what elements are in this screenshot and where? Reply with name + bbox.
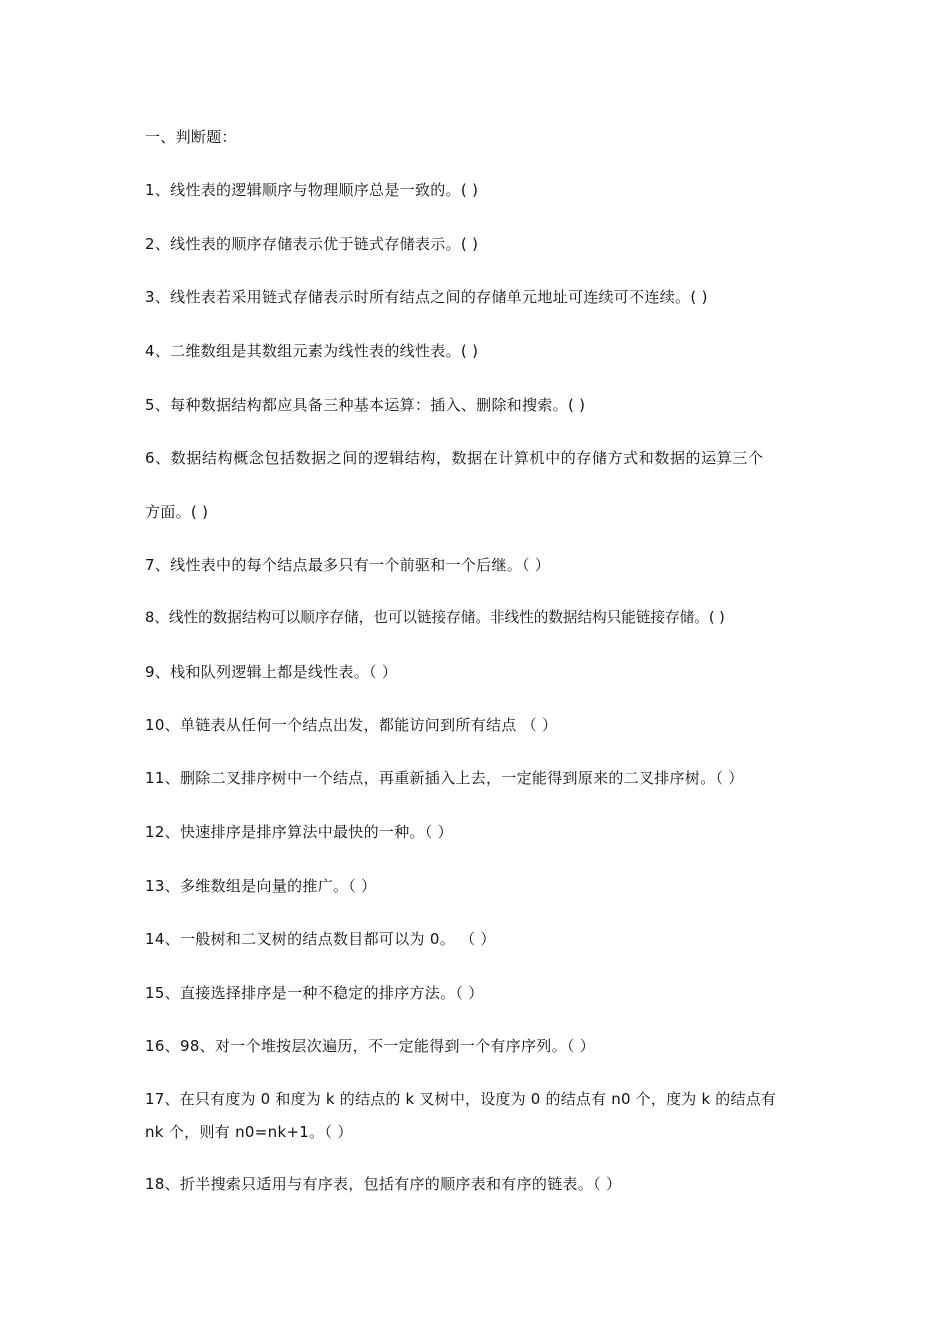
question-4: 4、二维数组是其数组元素为线性表的线性表。( ) xyxy=(145,342,479,360)
question-6-line-2: 方面。( ) xyxy=(145,503,209,521)
question-18: 18、折半搜索只适用与有序表，包括有序的顺序表和有序的链表。（ ） xyxy=(145,1175,622,1193)
question-17-line-2: nk 个，则有 n0=nk+1。（ ） xyxy=(145,1123,353,1141)
question-15: 15、直接选择排序是一种不稳定的排序方法。（ ） xyxy=(145,984,484,1002)
section-heading: 一、判断题： xyxy=(145,128,237,146)
question-8: 8、线性的数据结构可以顺序存储，也可以链接存储。非线性的数据结构只能链接存储。( ) xyxy=(145,609,725,626)
question-1: 1、线性表的逻辑顺序与物理顺序总是一致的。( ) xyxy=(145,181,479,199)
question-14: 14、一般树和二叉树的结点数目都可以为 0。 （ ） xyxy=(145,930,496,948)
question-5: 5、每种数据结构都应具备三种基本运算：插入、删除和搜索。( ) xyxy=(145,396,586,414)
question-12: 12、快速排序是排序算法中最快的一种。（ ） xyxy=(145,823,453,841)
question-16: 16、98、对一个堆按层次遍历，不一定能得到一个有序序列。（ ） xyxy=(145,1037,596,1055)
question-11: 11、删除二叉排序树中一个结点，再重新插入上去，一定能得到原来的二叉排序树。（ ） xyxy=(145,769,744,787)
question-7: 7、线性表中的每个结点最多只有一个前驱和一个后继。（ ） xyxy=(145,556,551,574)
question-13: 13、多维数组是向量的推广。（ ） xyxy=(145,877,377,895)
question-17-line-1: 17、在只有度为 0 和度为 k 的结点的 k 叉树中，设度为 0 的结点有 n0 个，度为 k 的结点有 xyxy=(145,1090,777,1108)
question-3: 3、线性表若采用链式存储表示时所有结点之间的存储单元地址可连续可不连续。( ) xyxy=(145,288,708,306)
question-6-line-1: 6、数据结构概念包括数据之间的逻辑结构，数据在计算机中的存储方式和数据的运算三个 xyxy=(145,449,764,467)
question-9: 9、栈和队列逻辑上都是线性表。（ ） xyxy=(145,663,398,681)
question-2: 2、线性表的顺序存储表示优于链式存储表示。( ) xyxy=(145,235,479,253)
question-10: 10、单链表从任何一个结点出发，都能访问到所有结点 （ ） xyxy=(145,716,558,734)
